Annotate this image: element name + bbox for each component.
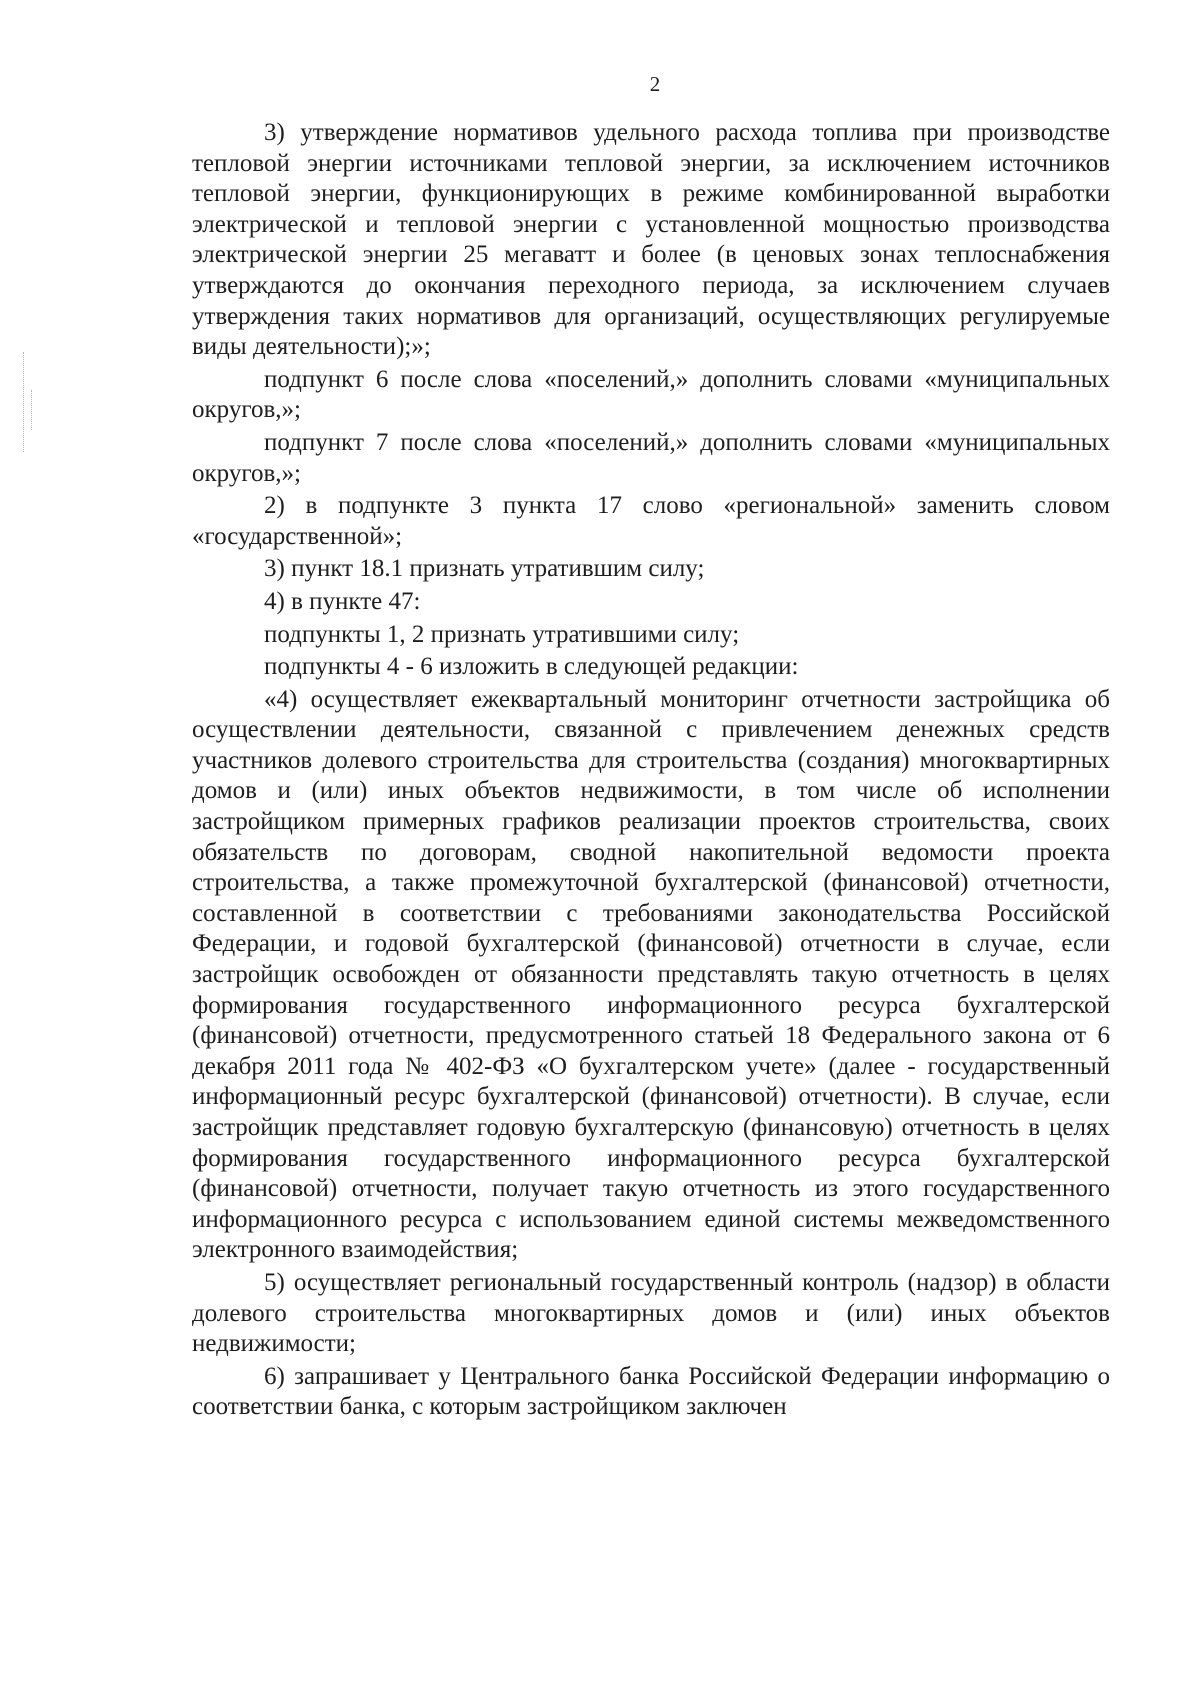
- page-number: 2: [649, 72, 661, 96]
- paragraph-subitem-7: подпункт 7 после слова «поселений,» дополнить словами «муниципальных округов,»;: [192, 428, 1110, 487]
- paragraph-new-item-4: «4) осуществляет ежеквартальный мониторинг отчетности застройщика об осуществлении деятельности, связанной с привлечением денежных средств участников долевого строительства для строительства (создания) многоквартирных домов и (или) иных объектов недвижимости, в том числе об исполнении застройщиком примерных графиков реализации проектов строительства, своих обязательств по договорам, сводной накопительной ведомости проекта строительства, а также промежуточной бухгалтерской (финансовой) отчетности, составленной в соответствии с требованиями законодательства Российской Федерации, и годовой бухгалтерской (финансовой) отчетности в случае, если застройщик освобожден от обязанности представлять такую отчетность в целях формирования государственного информационного ресурса бухгалтерской (финансовой) отчетности, предусмотренного статьей 18 Федерального закона от 6 декабря 2011 года № 402-ФЗ «О бухгалтерском учете» (далее - государственный информационный ресурс бухгалтерской (финансовой) отчетности). В случае, если застройщик представляет годовую бухгалтерскую (финансовую) отчетность в целях формирования государственного информационного ресурса бухгалтерской (финансовой) отчетности, получает такую отчетность из этого государственного информационного ресурса с использованием единой системы межведомственного электронного взаимодействия;: [192, 685, 1110, 1264]
- paragraph-amendment-2: 2) в подпункте 3 пункта 17 слово «региональной» заменить словом «государственной»;: [192, 492, 1110, 550]
- scan-margin-dots: [23, 352, 28, 452]
- paragraph-subitems-4-6: подпункты 4 - 6 изложить в следующей редакции:: [264, 653, 799, 681]
- paragraph-amendment-4: 4) в пункте 47:: [264, 587, 421, 615]
- scan-margin-dots: [31, 390, 36, 430]
- paragraph-subitems-1-2: подпункты 1, 2 признать утратившими силу;: [264, 620, 740, 648]
- document-body: [192, 118, 1110, 1425]
- paragraph-new-item-6: 6) запрашивает у Центрального банка Российской Федерации информацию о соответствии банка, с которым застройщиком заключен: [192, 1362, 1110, 1421]
- paragraph-new-item-5: 5) осуществляет региональный государственный контроль (надзор) в области долевого строительства многоквартирных домов и (или) иных объектов недвижимости;: [192, 1268, 1110, 1358]
- paragraph-item-3: 3) утверждение нормативов удельного расхода топлива при производстве тепловой энергии источниками тепловой энергии, за исключением источников тепловой энергии, функционирующих в режиме комбинированной выработки электрической и тепловой энергии с установленной мощностью производства электрической энергии 25 мегаватт и более (в ценовых зонах теплоснабжения утверждаются до окончания переходного периода, за исключением случаев утверждения таких нормативов для организаций, осуществляющих регулируемые виды деятельности);»;: [192, 119, 1110, 361]
- paragraph-amendment-3: 3) пункт 18.1 признать утратившим силу;: [264, 555, 705, 583]
- paragraph-subitem-6: подпункт 6 после слова «поселений,» дополнить словами «муниципальных округов,»;: [192, 365, 1110, 424]
